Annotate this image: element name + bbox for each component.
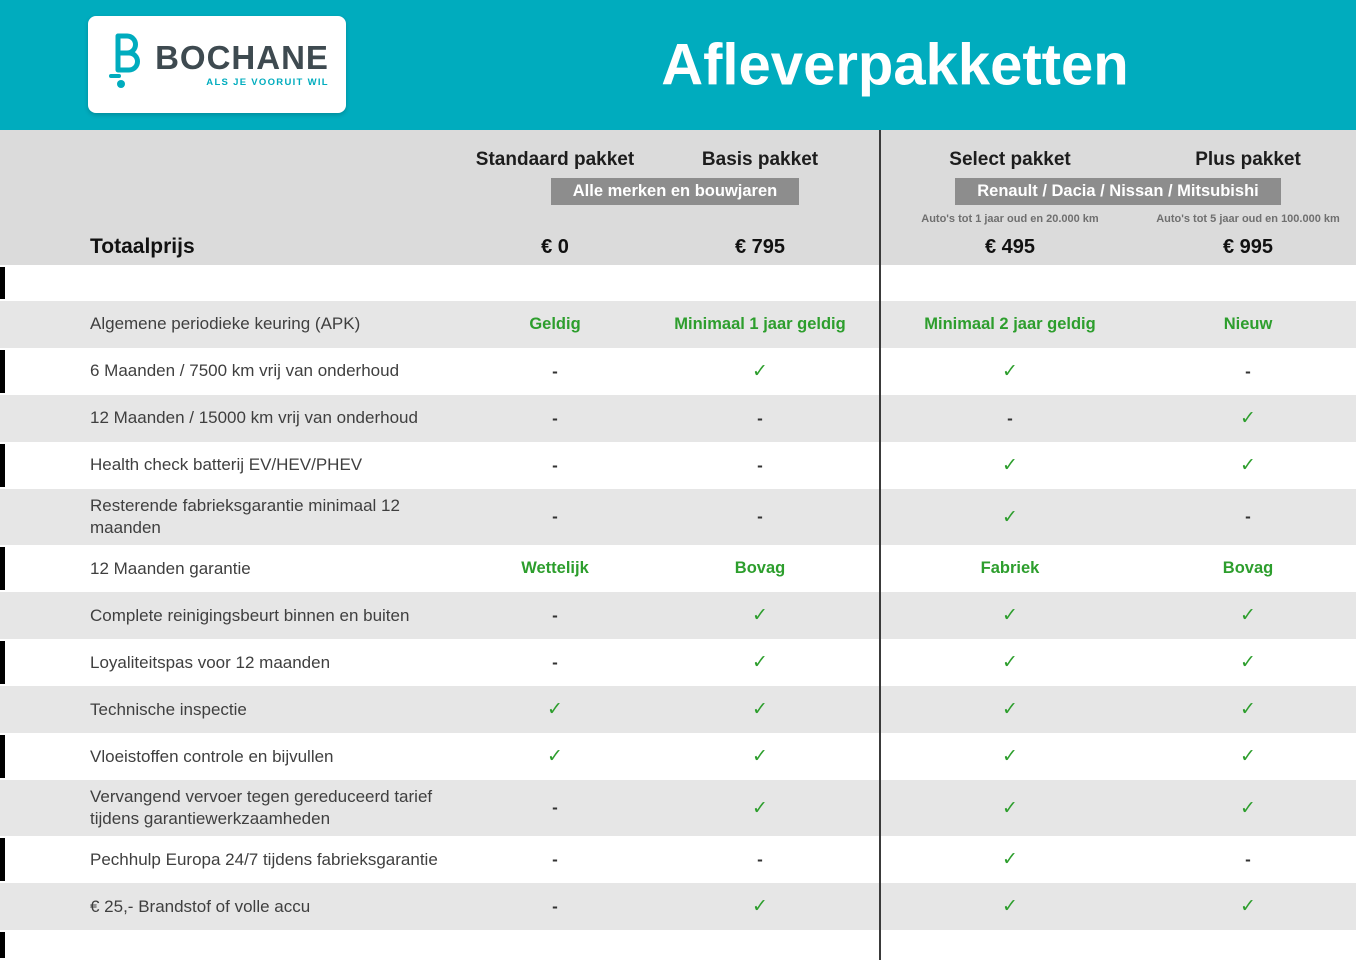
check-icon: ✓ — [752, 652, 768, 674]
check-icon: ✓ — [1240, 652, 1256, 674]
check-icon: ✓ — [1002, 849, 1018, 871]
feature-row — [0, 442, 1356, 489]
column-headers-row — [0, 144, 1356, 175]
check-icon: ✓ — [1240, 699, 1256, 721]
dash-mark: - — [552, 507, 558, 527]
feature-row — [0, 395, 1356, 442]
check-icon: ✓ — [752, 361, 768, 382]
check-icon: ✓ — [752, 797, 768, 819]
feature-row — [0, 883, 1356, 930]
totals-row — [0, 230, 1356, 265]
check-icon: ✓ — [547, 746, 563, 768]
age-notes-row — [0, 208, 1356, 229]
dash-mark: - — [552, 605, 558, 625]
check-icon: ✓ — [547, 699, 563, 721]
section-divider — [879, 130, 881, 960]
dash-mark: - — [552, 849, 558, 869]
feature-row — [0, 836, 1356, 883]
dash-mark: - — [552, 408, 558, 428]
feature-label: € 25,- Brandstof of volle accu — [90, 896, 311, 916]
feature-value: Minimaal 1 jaar geldig — [674, 315, 846, 333]
feature-row — [0, 301, 1356, 348]
dash-mark: - — [757, 455, 763, 475]
price-standaard: € 0 — [541, 235, 569, 258]
feature-label: Technische inspectie — [90, 699, 247, 719]
check-icon: ✓ — [752, 605, 768, 627]
feature-label: 12 Maanden / 15000 km vrij van onderhoud — [90, 408, 418, 428]
column-header-standaard: Standaard pakket — [475, 148, 635, 170]
dash-mark: - — [757, 507, 763, 527]
page-title: Afleverpakketten — [661, 32, 1129, 98]
check-icon: ✓ — [1002, 605, 1018, 627]
feature-row — [0, 733, 1356, 780]
feature-value: Bovag — [1222, 559, 1274, 578]
feature-value: Geldig — [529, 315, 581, 333]
dash-mark: - — [552, 652, 558, 672]
feature-label: Resterende fabrieksgarantie minimaal 12 maanden — [90, 496, 400, 538]
plus-age-note: Auto's tot 5 jaar oud en 100.000 km — [1156, 213, 1340, 226]
header-bar — [0, 0, 1356, 130]
brands-badge-all: Alle merken en bouwjaren — [551, 178, 799, 205]
check-icon: ✓ — [1240, 797, 1256, 819]
feature-row — [0, 639, 1356, 686]
feature-row — [0, 592, 1356, 639]
feature-label: 12 Maanden garantie — [90, 558, 251, 578]
check-icon: ✓ — [1002, 896, 1018, 918]
column-header-plus: Plus pakket — [1195, 148, 1301, 170]
check-icon: ✓ — [1002, 455, 1018, 476]
dash-mark: - — [1245, 849, 1251, 869]
check-icon: ✓ — [1002, 652, 1018, 674]
price-plus: € 995 — [1222, 235, 1274, 258]
check-icon: ✓ — [1240, 455, 1256, 476]
check-icon: ✓ — [1240, 746, 1256, 768]
gap-row — [0, 265, 1356, 301]
feature-label: Vervangend vervoer tegen gereduceerd tarief tijdens garantiewerkzaamheden — [90, 787, 433, 829]
brand-badges-row — [0, 175, 1356, 208]
dash-mark: - — [1007, 408, 1013, 428]
feature-table-body — [0, 301, 1356, 930]
check-icon: ✓ — [752, 896, 768, 918]
feature-label: Complete reinigingsbeurt binnen en buiten — [90, 605, 410, 625]
logo-text — [155, 41, 329, 88]
feature-value: Fabriek — [980, 559, 1040, 578]
feature-row — [0, 545, 1356, 592]
feature-label: Algemene periodieke keuring (APK) — [90, 314, 361, 334]
feature-row — [0, 686, 1356, 733]
feature-label: Vloeistoffen controle en bijvullen — [90, 746, 334, 766]
dash-mark: - — [757, 408, 763, 428]
column-header-select: Select pakket — [949, 148, 1071, 170]
select-age-note: Auto's tot 1 jaar oud en 20.000 km — [921, 213, 1099, 226]
feature-value: Nieuw — [1223, 315, 1273, 333]
dash-mark: - — [552, 361, 558, 381]
feature-row — [0, 348, 1356, 395]
feature-label: Loyaliteitspas voor 12 maanden — [90, 652, 331, 672]
dash-mark: - — [1245, 507, 1251, 527]
dash-mark: - — [552, 455, 558, 475]
badge-wrap-right — [880, 178, 1356, 205]
dash-mark: - — [1245, 361, 1251, 381]
dash-mark: - — [552, 896, 558, 916]
totals-label: Totaalprijs — [90, 235, 195, 259]
feature-value: Bovag — [734, 559, 786, 578]
feature-label: 6 Maanden / 7500 km vrij van onderhoud — [90, 361, 400, 381]
feature-row — [0, 780, 1356, 836]
check-icon: ✓ — [1002, 699, 1018, 721]
check-icon: ✓ — [752, 746, 768, 768]
check-icon: ✓ — [752, 699, 768, 721]
check-icon: ✓ — [1240, 605, 1256, 627]
feature-value: Minimaal 2 jaar geldig — [924, 315, 1096, 333]
column-header-basis: Basis pakket — [701, 148, 819, 170]
price-basis: € 795 — [734, 235, 786, 258]
feature-row — [0, 489, 1356, 545]
logo-tagline: ALS JE VOORUIT WIL — [206, 77, 329, 88]
check-icon: ✓ — [1002, 361, 1018, 382]
check-icon: ✓ — [1002, 797, 1018, 819]
packages-header-band — [0, 130, 1356, 265]
dash-mark: - — [757, 849, 763, 869]
feature-value: Wettelijk — [521, 559, 589, 578]
badge-wrap-left — [470, 178, 880, 205]
logo-wordmark: BOCHANE — [155, 39, 329, 76]
check-icon: ✓ — [1002, 506, 1018, 528]
bochane-logo — [88, 16, 346, 113]
check-icon: ✓ — [1002, 746, 1018, 768]
check-icon: ✓ — [1240, 896, 1256, 918]
bochane-logo-icon — [105, 29, 147, 96]
check-icon: ✓ — [1240, 408, 1256, 429]
bottom-filler — [0, 930, 1356, 960]
brands-badge-renault-group: Renault / Dacia / Nissan / Mitsubishi — [955, 178, 1280, 205]
dash-mark: - — [552, 798, 558, 818]
feature-label: Pechhulp Europa 24/7 tijdens fabrieksgarantie — [90, 849, 438, 869]
price-select: € 495 — [984, 235, 1036, 258]
feature-label: Health check batterij EV/HEV/PHEV — [90, 455, 363, 475]
